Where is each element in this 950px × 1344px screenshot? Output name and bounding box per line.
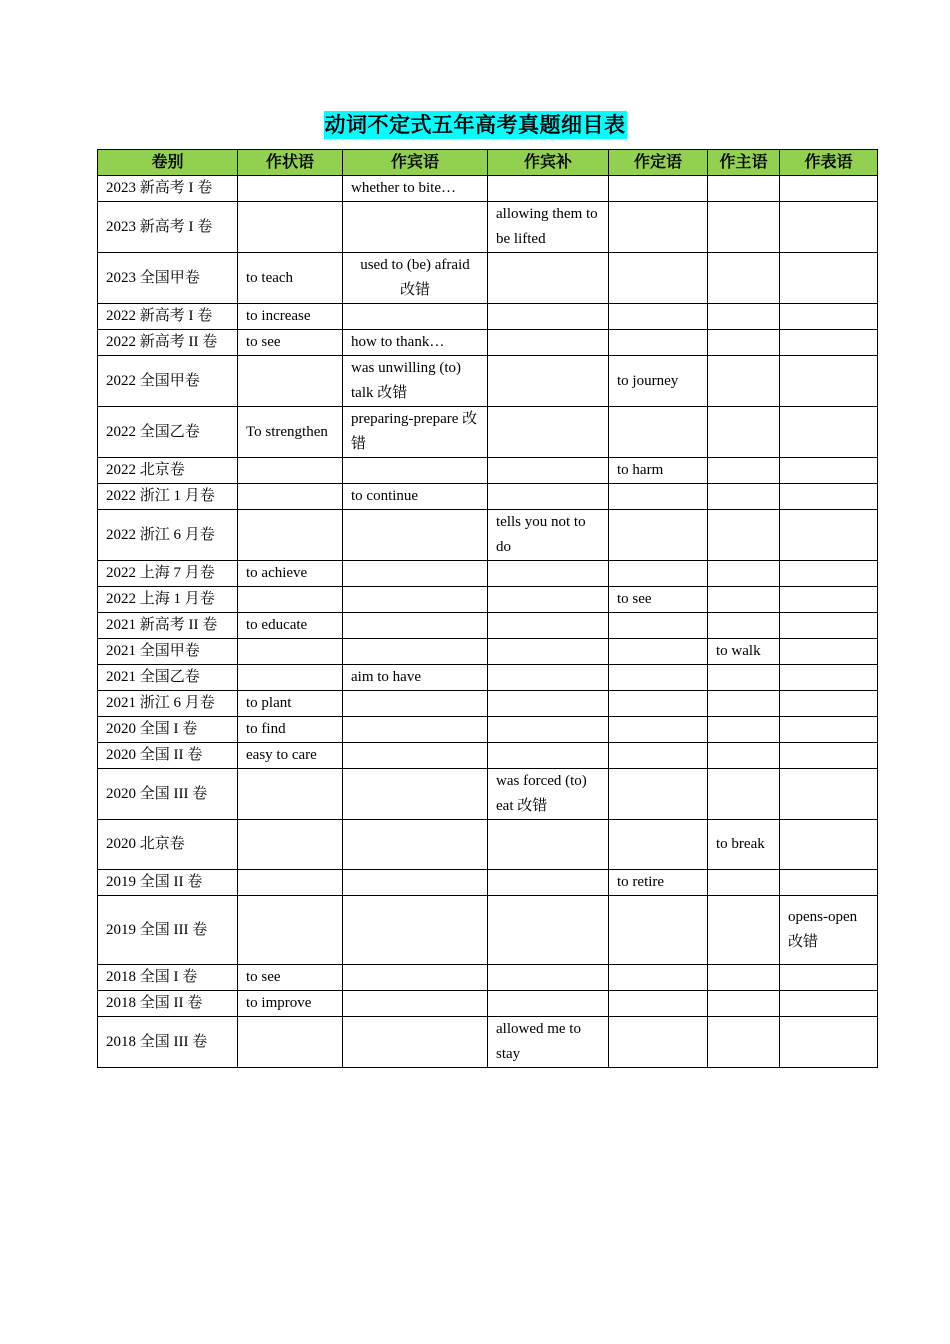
- table-cell: [780, 253, 878, 304]
- table-row: [98, 176, 878, 202]
- table-cell: [343, 691, 488, 717]
- table-row: [98, 330, 878, 356]
- table-cell: [780, 484, 878, 510]
- table-cell: [609, 561, 708, 587]
- table-cell: [780, 665, 878, 691]
- table-cell: [609, 304, 708, 330]
- table-cell: [609, 253, 708, 304]
- table-cell: allowing them to be lifted: [488, 202, 609, 253]
- table-cell: [343, 304, 488, 330]
- document-title: 动词不定式五年高考真题细目表: [324, 113, 626, 137]
- table-cell: allowed me to stay: [488, 1017, 609, 1068]
- table-cell: [609, 769, 708, 820]
- table-cell: [708, 484, 780, 510]
- table-cell: [609, 639, 708, 665]
- exam-paper-cell: 2021 全国乙卷: [98, 665, 238, 691]
- table-cell: to teach: [238, 253, 343, 304]
- table-cell: used to (be) afraid 改错: [343, 253, 488, 304]
- table-cell: [780, 176, 878, 202]
- table-cell: [708, 613, 780, 639]
- table-cell: [780, 870, 878, 896]
- table-cell: [780, 561, 878, 587]
- table-cell: [780, 304, 878, 330]
- table-cell: [238, 820, 343, 870]
- table-cell: [488, 458, 609, 484]
- table-cell: to journey: [609, 356, 708, 407]
- table-cell: [708, 691, 780, 717]
- table-cell: [343, 202, 488, 253]
- table-cell: opens-open 改错: [780, 896, 878, 965]
- table-cell: [238, 587, 343, 613]
- exam-paper-cell: 2018 全国 II 卷: [98, 991, 238, 1017]
- table-row: [98, 896, 878, 965]
- table-row: [98, 458, 878, 484]
- table-cell: [343, 820, 488, 870]
- column-header: 作状语: [238, 150, 343, 176]
- table-cell: to achieve: [238, 561, 343, 587]
- table-row: [98, 202, 878, 253]
- table-cell: [488, 356, 609, 407]
- table-cell: [609, 691, 708, 717]
- table-cell: [708, 665, 780, 691]
- table-cell: [708, 356, 780, 407]
- table-cell: [780, 356, 878, 407]
- table-row: [98, 743, 878, 769]
- table-cell: [780, 991, 878, 1017]
- exam-paper-cell: 2022 浙江 1 月卷: [98, 484, 238, 510]
- table-cell: [238, 176, 343, 202]
- exam-paper-cell: 2022 上海 7 月卷: [98, 561, 238, 587]
- table-cell: [609, 202, 708, 253]
- table-cell: [343, 870, 488, 896]
- table-cell: to continue: [343, 484, 488, 510]
- table-cell: [708, 304, 780, 330]
- table-row: [98, 613, 878, 639]
- table-cell: [780, 639, 878, 665]
- table-cell: [238, 665, 343, 691]
- table-cell: [708, 769, 780, 820]
- table-cell: [343, 743, 488, 769]
- table-cell: to educate: [238, 613, 343, 639]
- table-cell: aim to have: [343, 665, 488, 691]
- table-body: [98, 176, 878, 1068]
- table-cell: [343, 613, 488, 639]
- table-cell: whether to bite…: [343, 176, 488, 202]
- table-cell: to walk: [708, 639, 780, 665]
- table-row: [98, 965, 878, 991]
- table-cell: [780, 510, 878, 561]
- table-cell: [609, 896, 708, 965]
- table-cell: [343, 717, 488, 743]
- table-cell: to retire: [609, 870, 708, 896]
- table-cell: [780, 202, 878, 253]
- table-cell: [488, 743, 609, 769]
- table-cell: was unwilling (to) talk 改错: [343, 356, 488, 407]
- table-cell: [488, 484, 609, 510]
- table-cell: [708, 458, 780, 484]
- table-cell: [780, 1017, 878, 1068]
- exam-paper-cell: 2018 全国 I 卷: [98, 965, 238, 991]
- table-cell: [343, 561, 488, 587]
- table-row: [98, 991, 878, 1017]
- table-row: [98, 587, 878, 613]
- table-row: [98, 691, 878, 717]
- table-cell: [488, 304, 609, 330]
- table-cell: [343, 769, 488, 820]
- table-cell: to see: [238, 965, 343, 991]
- table-cell: [780, 769, 878, 820]
- table-cell: [488, 253, 609, 304]
- exam-paper-cell: 2021 浙江 6 月卷: [98, 691, 238, 717]
- table-cell: [343, 510, 488, 561]
- table-cell: to break: [708, 820, 780, 870]
- table-cell: [708, 253, 780, 304]
- table-row: [98, 356, 878, 407]
- table-cell: [609, 820, 708, 870]
- table-cell: [780, 613, 878, 639]
- table-cell: To strengthen: [238, 407, 343, 458]
- table-row: [98, 820, 878, 870]
- table-cell: to harm: [609, 458, 708, 484]
- table-cell: [708, 176, 780, 202]
- table-row: [98, 870, 878, 896]
- table-cell: to see: [238, 330, 343, 356]
- exam-detail-table: [97, 149, 878, 1068]
- table-cell: [708, 743, 780, 769]
- table-cell: [780, 691, 878, 717]
- table-cell: [488, 717, 609, 743]
- exam-paper-cell: 2018 全国 III 卷: [98, 1017, 238, 1068]
- table-cell: [488, 991, 609, 1017]
- exam-paper-cell: 2022 新高考 I 卷: [98, 304, 238, 330]
- exam-paper-cell: 2023 全国甲卷: [98, 253, 238, 304]
- table-cell: [343, 587, 488, 613]
- table-cell: [708, 870, 780, 896]
- table-cell: [708, 991, 780, 1017]
- table-cell: [609, 743, 708, 769]
- exam-paper-cell: 2023 新高考 I 卷: [98, 176, 238, 202]
- exam-paper-cell: 2020 全国 I 卷: [98, 717, 238, 743]
- table-header-row: [98, 150, 878, 176]
- table-cell: [488, 330, 609, 356]
- table-cell: [708, 587, 780, 613]
- table-cell: [488, 613, 609, 639]
- table-cell: [609, 510, 708, 561]
- table-cell: [609, 176, 708, 202]
- column-header: 卷别: [98, 150, 238, 176]
- column-header: 作宾补: [488, 150, 609, 176]
- exam-paper-cell: 2022 浙江 6 月卷: [98, 510, 238, 561]
- table-cell: [343, 896, 488, 965]
- table-cell: [238, 510, 343, 561]
- exam-paper-cell: 2020 全国 III 卷: [98, 769, 238, 820]
- table-row: [98, 253, 878, 304]
- column-header: 作宾语: [343, 150, 488, 176]
- table-cell: [238, 356, 343, 407]
- table-cell: [609, 330, 708, 356]
- table-cell: preparing-prepare 改错: [343, 407, 488, 458]
- table-cell: [780, 330, 878, 356]
- table-cell: [488, 639, 609, 665]
- exam-paper-cell: 2019 全国 III 卷: [98, 896, 238, 965]
- table-cell: [780, 820, 878, 870]
- column-header: 作主语: [708, 150, 780, 176]
- table-row: [98, 717, 878, 743]
- table-cell: [780, 407, 878, 458]
- table-cell: [488, 176, 609, 202]
- table-cell: [708, 1017, 780, 1068]
- exam-paper-cell: 2022 新高考 II 卷: [98, 330, 238, 356]
- table-row: [98, 510, 878, 561]
- table-cell: tells you not to do: [488, 510, 609, 561]
- table-cell: [780, 458, 878, 484]
- exam-paper-cell: 2021 全国甲卷: [98, 639, 238, 665]
- table-cell: to see: [609, 587, 708, 613]
- table-cell: [343, 1017, 488, 1068]
- table-row: [98, 1017, 878, 1068]
- exam-paper-cell: 2020 全国 II 卷: [98, 743, 238, 769]
- table-cell: [708, 330, 780, 356]
- table-cell: [609, 484, 708, 510]
- exam-paper-cell: 2020 北京卷: [98, 820, 238, 870]
- table-cell: [343, 965, 488, 991]
- table-cell: to improve: [238, 991, 343, 1017]
- table-cell: [609, 717, 708, 743]
- table-cell: [780, 587, 878, 613]
- table-cell: [708, 561, 780, 587]
- table-cell: [343, 458, 488, 484]
- table-cell: [238, 202, 343, 253]
- table-cell: to find: [238, 717, 343, 743]
- table-cell: [609, 665, 708, 691]
- table-cell: [780, 717, 878, 743]
- table-cell: [708, 896, 780, 965]
- exam-paper-cell: 2022 全国乙卷: [98, 407, 238, 458]
- table-cell: to plant: [238, 691, 343, 717]
- table-cell: [708, 202, 780, 253]
- table-cell: [343, 639, 488, 665]
- table-cell: [488, 965, 609, 991]
- table-row: [98, 639, 878, 665]
- table-cell: [609, 613, 708, 639]
- table-cell: [488, 870, 609, 896]
- table-cell: [488, 587, 609, 613]
- table-cell: [238, 484, 343, 510]
- table-cell: [609, 407, 708, 458]
- table-cell: [238, 896, 343, 965]
- table-cell: [708, 965, 780, 991]
- exam-paper-cell: 2022 上海 1 月卷: [98, 587, 238, 613]
- table-cell: was forced (to) eat 改错: [488, 769, 609, 820]
- exam-paper-cell: 2022 北京卷: [98, 458, 238, 484]
- table-cell: [488, 407, 609, 458]
- exam-paper-cell: 2019 全国 II 卷: [98, 870, 238, 896]
- table-cell: how to thank…: [343, 330, 488, 356]
- exam-paper-cell: 2023 新高考 I 卷: [98, 202, 238, 253]
- table-cell: [238, 458, 343, 484]
- table-row: [98, 407, 878, 458]
- column-header: 作表语: [780, 150, 878, 176]
- table-row: [98, 665, 878, 691]
- exam-paper-cell: 2022 全国甲卷: [98, 356, 238, 407]
- table-cell: [708, 510, 780, 561]
- table-row: [98, 484, 878, 510]
- table-cell: [780, 965, 878, 991]
- table-cell: to increase: [238, 304, 343, 330]
- table-cell: [488, 665, 609, 691]
- table-cell: [488, 691, 609, 717]
- table-row: [98, 561, 878, 587]
- table-cell: [609, 1017, 708, 1068]
- table-cell: [609, 991, 708, 1017]
- table-cell: [609, 965, 708, 991]
- table-cell: [780, 743, 878, 769]
- exam-paper-cell: 2021 新高考 II 卷: [98, 613, 238, 639]
- table-row: [98, 304, 878, 330]
- column-header: 作定语: [609, 150, 708, 176]
- table-cell: [238, 1017, 343, 1068]
- table-cell: [238, 639, 343, 665]
- table-cell: [488, 820, 609, 870]
- table-cell: [238, 769, 343, 820]
- table-cell: [343, 991, 488, 1017]
- table-cell: easy to care: [238, 743, 343, 769]
- table-row: [98, 769, 878, 820]
- table-cell: [488, 896, 609, 965]
- table-cell: [708, 407, 780, 458]
- table-cell: [708, 717, 780, 743]
- table-cell: [488, 561, 609, 587]
- table-cell: [238, 870, 343, 896]
